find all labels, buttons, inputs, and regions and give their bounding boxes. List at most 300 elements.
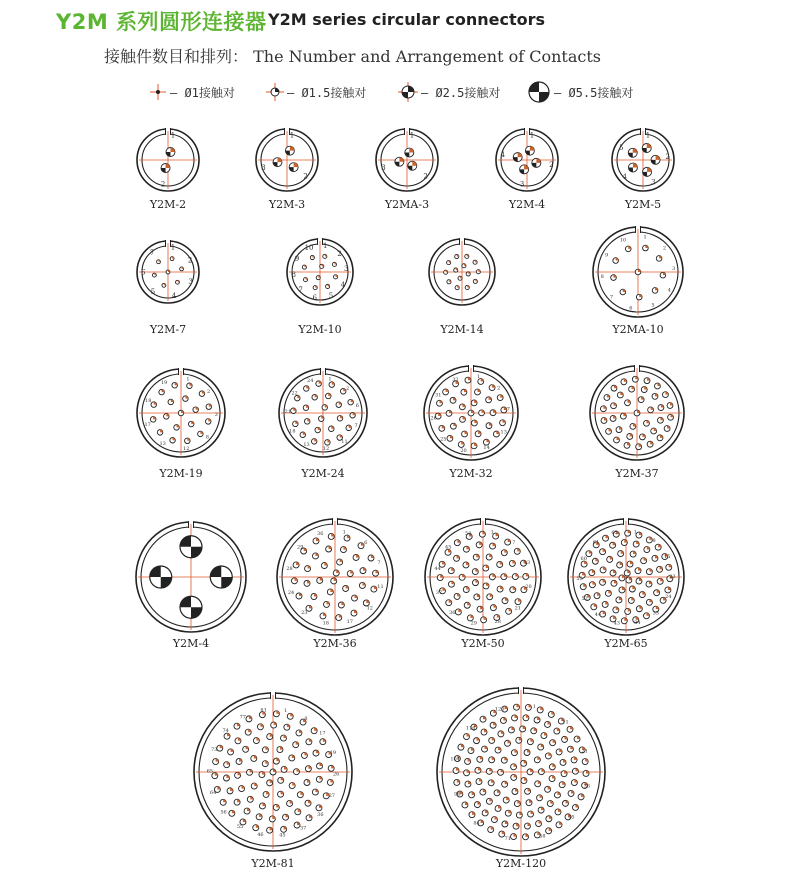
model-label: Y2M-32 [449,467,493,480]
contact-pin [486,397,492,403]
contact-pin [510,587,516,593]
contact-pin [344,535,350,541]
model-label: Y2M-7 [149,323,187,336]
contact-pin [311,594,317,600]
contact-pin [448,581,454,587]
contact-pin [358,543,364,549]
contact-pin [486,423,492,429]
contact-pin [511,764,517,770]
contact-pin [501,574,507,580]
contact-pin [360,568,366,574]
contact-pin [521,778,527,784]
pin-label: 12 [183,445,190,452]
contact-pin [600,406,606,412]
contact-pin [293,742,299,748]
contact-pin [318,416,324,422]
contact-pin [617,392,623,398]
contact-pin [477,606,483,612]
contact-pin [648,407,654,413]
contact-pin [270,769,276,775]
contact-pin [313,286,317,290]
pin-label: 44 [594,611,602,618]
contact-pin [455,254,459,258]
pin-label: 45 [445,544,452,551]
contact-pin [523,573,529,579]
pin-label: 20 [525,584,532,591]
contact-pin [450,423,456,429]
contact-pin [313,538,319,544]
contact-pin [461,389,467,395]
contact-pin [450,397,456,403]
connector-face [376,127,438,191]
contact-pin [626,577,632,583]
contact-pin [611,275,617,281]
pin-label: 2 [423,172,428,181]
connector-face [277,517,393,635]
contact-pin [630,423,636,429]
contact-pin [497,586,503,592]
contact-pin [220,799,226,805]
contact-pin [502,821,508,827]
contact-pin [495,805,501,811]
pin-label: 61 [593,539,600,546]
contact-pin [483,583,489,589]
pin-label: 1 [643,234,647,241]
contact-pin [336,402,342,408]
contact-pin [306,739,312,745]
pin-label: 17 [319,730,326,737]
contact-pin [296,593,302,599]
contact-pin [447,261,451,265]
contact-pin [166,270,170,274]
contact-pin [632,376,638,382]
contact-pin [504,740,510,746]
pin-label: 24 [665,594,672,601]
contact-pin [633,529,642,538]
pin-label: 32 [452,376,459,383]
pin-label: 1 [328,376,332,383]
contact-pin [448,568,454,574]
contact-pin [446,410,452,416]
contact-pin [515,599,521,605]
contact-pin [630,551,636,557]
contact-pin [408,161,417,170]
contact-pin [591,604,597,610]
model-label: Y2M-4 [172,637,210,650]
pin-label: 17 [144,422,151,429]
pin-label: 1 [532,704,536,711]
pin-label: 9 [605,252,609,259]
contact-pin [373,570,379,576]
contact-pin [312,789,318,795]
contact-pin [505,810,511,816]
contact-pin [464,602,470,608]
contact-pin [476,270,480,274]
pin-label: 1 [186,376,190,383]
contact-pin [654,590,660,596]
model-label: Y2M-24 [301,467,345,480]
contact-pin [640,434,646,440]
contact-pin [629,386,635,392]
contact-pin [605,590,611,596]
pin-label: 6 [140,268,146,277]
contact-pin [458,442,464,448]
contact-pin [168,399,174,405]
contact-pin [223,775,229,781]
contact-pin [455,286,459,290]
contact-pin [462,802,468,808]
pin-label: 1 [289,131,295,140]
contact-pin [486,768,492,774]
contact-pin [259,772,265,778]
contact-pin [641,558,647,564]
pin-label: 21 [581,748,588,755]
contact-pin [468,748,474,754]
contact-pin [611,580,617,586]
subtitle: 接触件数目和排列： The Number and Arrangement of Contacts [104,47,601,66]
contact-pin [304,419,310,425]
contact-pin [278,791,284,797]
contact-pin [347,571,353,577]
connector-face [256,127,318,191]
contact-pin [311,439,317,445]
contact-pin [502,781,508,787]
contact-pin [480,789,486,795]
pin-label: 81 [260,707,267,714]
contact-pin [534,717,540,723]
contact-pin [658,417,664,423]
contact-pin [459,574,465,580]
contact-pin [647,441,653,447]
contact-pin [634,410,640,416]
pin-label: 116 [465,725,476,732]
contact-pin [477,756,483,762]
contact-pin [174,425,180,431]
contact-pin [465,758,471,764]
contact-pin [289,755,295,761]
pin-label: 7 [298,285,303,294]
pin-label: 4 [667,287,671,294]
contact-pin [618,551,624,557]
pin-label: 2 [662,245,667,252]
contact-pin [316,276,320,280]
pin-label: 7 [377,560,381,567]
contact-pin [329,426,335,432]
connector-face [136,520,246,632]
contact-pin [187,383,193,389]
pin-label: 6 [629,305,633,312]
pin-label: 15 [664,553,671,560]
pin-label: 5 [651,302,655,309]
contact-pin [316,776,322,782]
contact-pin [581,561,587,567]
pin-label: 8 [304,716,308,723]
contact-pin [326,393,332,399]
contact-pin [269,816,275,822]
pin-label: 43 [613,620,620,627]
pin-label: 20 [460,447,467,454]
pin-label: 10 [619,237,627,244]
contact-pin [454,593,460,599]
contact-pin [162,283,166,287]
contact-pin [183,396,189,402]
pin-label: 33 [583,783,591,790]
contact-pin [368,555,374,561]
pin-label: 52 [581,596,588,603]
contact-pin [475,389,481,395]
contact-pin [625,400,631,406]
contact-pin [627,434,633,440]
contact-pin [506,608,512,614]
contact-pin [205,419,211,425]
model-label: Y2M-37 [615,467,659,480]
model-label: Y2M-50 [461,637,505,650]
contact-pin [621,618,627,624]
pin-label: 23 [669,573,676,580]
contact-pin [465,254,469,258]
pin-label: 1 [323,242,328,251]
contact-pin [604,395,610,401]
contact-pin [317,577,323,583]
pin-label: 21 [514,605,521,612]
contact-pin [310,255,314,259]
contact-pin [651,155,660,164]
pin-label: 2 [187,256,193,265]
contact-pin [514,548,520,554]
contact-pin [164,414,170,420]
contact-pin [582,759,588,765]
contact-pin [447,435,453,441]
pin-label: 74 [222,728,229,735]
contact-pin [353,554,359,560]
contact-pin [620,413,626,419]
contact-pin [281,735,287,741]
contact-pin [331,578,337,584]
contact-pin [312,394,318,400]
contact-pin [321,563,327,569]
contact-pin [166,148,175,157]
pin-label: 45 [568,814,575,821]
contact-pin [617,562,623,568]
contact-pin [161,163,170,172]
contact-pin [589,570,595,576]
contact-pin [520,726,526,732]
contact-pin [346,425,352,431]
model-label: Y2MA-3 [384,198,430,211]
connector-face [590,364,684,460]
contact-pin [305,800,311,806]
pin-label: 23 [301,609,308,616]
contact-pin [474,802,480,808]
contact-pin [512,789,518,795]
contact-pin [465,781,471,787]
pin-label: 1 [529,131,535,140]
contact-pin [537,795,543,801]
contact-pin [303,405,309,411]
contact-pin [316,805,322,811]
contact-pin [488,780,494,786]
contact-pin [651,428,657,434]
pin-label: 7 [512,540,516,547]
contact-pin [327,779,333,785]
connector-face [612,127,674,191]
contact-pin [512,574,518,580]
pin-label: 31 [435,392,442,399]
contact-pin [516,812,522,818]
pin-label: 11 [341,438,348,445]
contact-pin [592,558,598,564]
pin-label: 13 [500,429,507,436]
contact-pin [453,768,459,774]
contact-pin [273,158,282,167]
contact-pin [273,758,279,764]
contact-pin [289,163,298,172]
contact-pin [284,724,290,730]
pin-label: 3 [651,178,656,187]
contact-pin [641,387,647,393]
contact-pin [473,260,477,264]
contact-pin [247,796,253,802]
contact-pin [454,268,458,272]
contact-pin [251,783,257,789]
model-label: Y2M-81 [251,857,295,870]
contact-pin [489,574,495,580]
contact-pin [327,589,333,595]
contact-pin [493,431,499,437]
contact-pin [655,383,661,389]
model-label: Y2M-14 [440,323,484,336]
contact-pin [572,768,578,774]
contact-pin [545,753,551,759]
model-label: Y2M-5 [624,198,662,211]
contact-pin [278,777,284,783]
contact-pin [527,769,533,775]
contact-pin [476,542,482,548]
contact-pin [482,746,488,752]
contact-pin [500,717,506,723]
contact-pin [469,792,475,798]
contact-pin [629,586,635,592]
contact-pin [251,755,257,761]
pin-label: 65 [611,530,618,537]
contact-pin [635,269,641,275]
pin-label: 3 [343,264,349,273]
contact-pin [443,389,449,395]
pin-label: 60 [580,555,587,562]
contact-pin [296,730,302,736]
pin-label: 7 [609,294,614,301]
contact-pin [490,543,496,549]
contact-pin [465,285,469,289]
title-en: Y2M series circular connectors [268,10,546,29]
contact-pin [521,760,527,766]
contact-pin [475,431,481,437]
contact-pin [497,561,503,567]
contact-pin [256,814,262,820]
contact-pin [525,704,531,710]
contact-pin [281,766,287,772]
contact-pin [664,426,670,432]
contact-pin [610,416,616,422]
pin-label: 8 [652,538,656,545]
contact-pin [636,578,642,584]
pin-label: 4 [622,172,627,181]
contact-pin [283,814,289,820]
contact-pin [548,711,554,717]
pin-label: 26 [332,771,340,778]
contact-pin [343,585,349,591]
contact-pin [490,410,496,416]
pin-label: 36 [317,811,324,818]
pin-label: 25 [440,436,447,443]
contact-pin [614,437,620,443]
contact-pin [262,747,268,753]
contact-pin [625,530,631,536]
contact-pin [454,779,460,785]
pin-label: 19 [160,380,168,387]
contact-pin [180,596,202,618]
contact-pin [556,749,562,755]
contact-pin [625,246,631,252]
contact-pin [500,420,506,426]
contact-pin [491,817,497,823]
contact-pin [652,555,658,561]
contact-pin [646,599,652,605]
pin-label: 6 [364,540,368,547]
pin-label: 71 [504,835,511,842]
connector-face [287,237,353,305]
contact-pin [320,613,326,619]
pin-label: 12 [322,446,330,453]
contact-pin [462,431,468,437]
contact-pin [534,757,540,763]
pin-label: 13 [159,441,166,448]
contact-pin [463,587,469,593]
contact-pin [489,737,495,743]
contact-pin [303,278,307,282]
contact-pin [611,403,617,409]
contact-pin [621,540,627,546]
contact-pin [152,273,156,277]
contact-pin [150,566,172,588]
pin-label: 13 [303,442,310,449]
contact-pin [188,421,194,427]
pin-label: 44 [434,565,441,572]
contact-pin [326,546,332,552]
pin-label: 2 [665,153,670,162]
pin-label: 26 [430,415,437,422]
pin-label: 1 [170,243,176,252]
contact-pin [444,270,448,274]
model-label: Y2M-19 [159,467,203,480]
contact-pin [235,738,241,744]
contact-pin [538,807,544,813]
contact-pin [562,800,568,806]
contact-pin [527,739,533,745]
contact-pin [324,601,330,607]
contact-pin [505,539,511,545]
contact-pin [483,565,489,571]
pin-label: 8 [600,274,604,281]
contact-pin [611,385,617,391]
contact-pin [625,608,631,614]
contact-pin [293,769,299,775]
contact-pin [245,729,251,735]
contact-pin [498,731,504,737]
contact-pin [395,157,404,166]
contact-pin [602,601,608,607]
pin-label: 64 [209,790,217,797]
